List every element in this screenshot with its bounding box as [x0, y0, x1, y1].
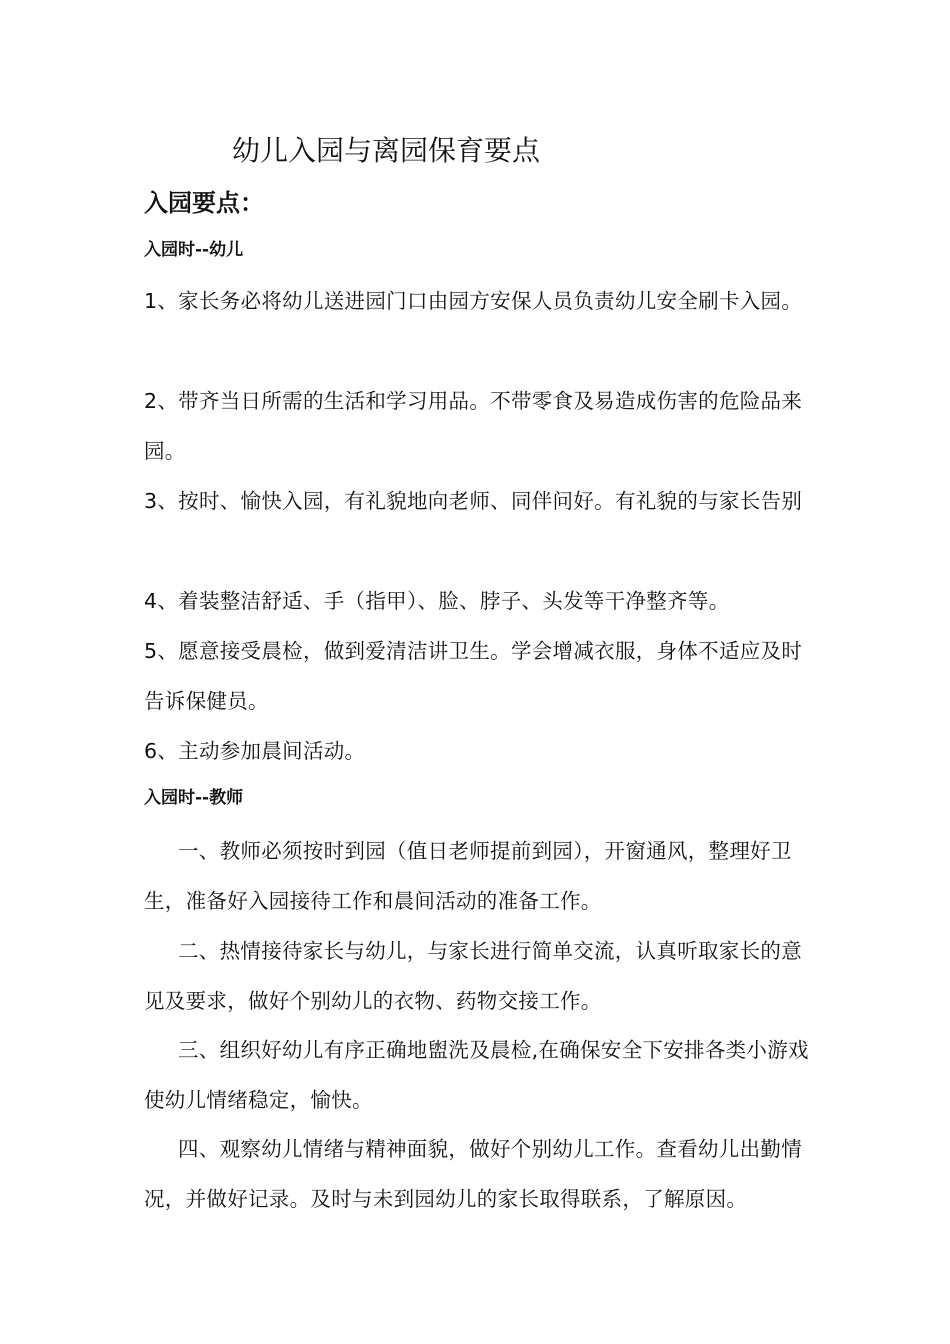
- subsection-heading-child: 入园时--幼儿: [144, 240, 244, 260]
- child-item-1: 1、家长务必将幼儿送进园门口由园方安保人员负责幼儿安全刷卡入园。: [144, 289, 803, 313]
- teacher-item-4: 四、观察幼儿情绪与精神面貌，做好个别幼儿工作。查看幼儿出勤情况，并做好记录。及时与未到园幼儿的家长取得联系，了解原因。: [144, 1137, 802, 1211]
- teacher-item-1: 一、教师必须按时到园（值日老师提前到园），开窗通风，整理好卫生，准备好入园接待工作和晨间活动的准备工作。: [144, 839, 792, 913]
- teacher-item-3: 三、组织好幼儿有序正确地盥洗及晨检,在确保安全下安排各类小游戏使幼儿情绪稳定，愉快。: [144, 1038, 809, 1112]
- child-item-3: 3、按时、愉快入园，有礼貌地向老师、同伴问好。有礼貌的与家长告别: [144, 489, 803, 513]
- document-title: 幼儿入园与离园保育要点: [232, 134, 541, 167]
- child-item-6: 6、主动参加晨间活动。: [144, 739, 366, 763]
- child-item-2: 2、带齐当日所需的生活和学习用品。不带零食及易造成伤害的危险品来园。: [144, 389, 803, 463]
- teacher-item-2: 二、热情接待家长与幼儿，与家长进行简单交流，认真听取家长的意见及要求，做好个别幼儿的衣物、药物交接工作。: [144, 939, 802, 1013]
- child-item-5: 5、愿意接受晨检，做到爱清洁讲卫生。学会增减衣服，身体不适应及时告诉保健员。: [144, 639, 803, 713]
- section-heading-arrival: 入园要点：: [144, 189, 264, 217]
- subsection-heading-teacher: 入园时--教师: [144, 788, 244, 808]
- child-item-4: 4、着装整洁舒适、手（指甲）、脸、脖子、头发等干净整齐等。: [144, 589, 730, 613]
